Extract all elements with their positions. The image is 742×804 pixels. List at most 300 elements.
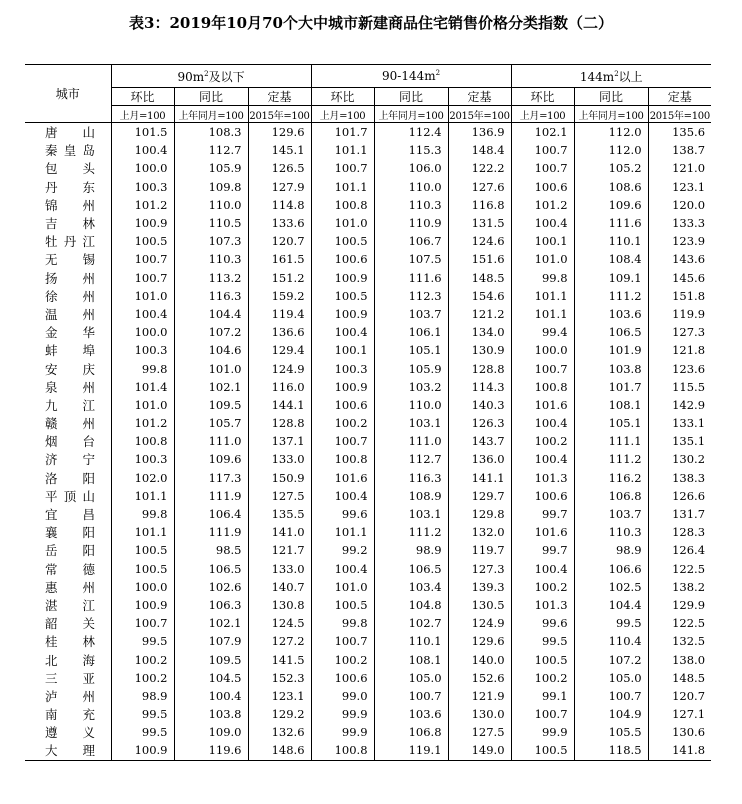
city-label: 唐山 <box>45 125 95 141</box>
index-value: 114.8 <box>248 196 311 214</box>
index-value: 151.6 <box>448 250 511 268</box>
index-value: 151.8 <box>648 287 711 305</box>
index-value: 131.7 <box>648 505 711 523</box>
table-row <box>25 741 711 760</box>
index-value: 138.2 <box>648 578 711 596</box>
city-label: 赣州 <box>45 416 95 432</box>
index-value: 134.0 <box>448 323 511 341</box>
index-value: 124.6 <box>448 232 511 250</box>
index-value: 135.5 <box>248 505 311 523</box>
index-value: 111.2 <box>574 287 648 305</box>
index-value: 106.1 <box>374 323 448 341</box>
city-label: 南充 <box>45 707 95 723</box>
index-value: 151.2 <box>248 269 311 287</box>
subheader-mom: 环比 <box>511 88 574 106</box>
table-row <box>25 159 711 177</box>
table-row <box>25 214 711 232</box>
index-value: 99.6 <box>311 505 374 523</box>
index-value: 104.5 <box>174 669 248 687</box>
index-value: 100.7 <box>511 359 574 377</box>
subheader-yoy: 同比 <box>174 88 248 106</box>
base-label-mom: 上月=100 <box>511 106 574 123</box>
index-value: 110.9 <box>374 214 448 232</box>
index-value: 99.8 <box>111 505 174 523</box>
index-value: 99.9 <box>511 723 574 741</box>
index-value: 109.5 <box>174 396 248 414</box>
city-name <box>25 214 111 232</box>
table-row <box>25 196 711 214</box>
subheader-yoy: 同比 <box>374 88 448 106</box>
subheader-base: 定基 <box>648 88 711 106</box>
index-value: 115.3 <box>374 141 448 159</box>
index-value: 124.9 <box>248 359 311 377</box>
city-name <box>25 450 111 468</box>
index-value: 100.2 <box>111 669 174 687</box>
index-value: 110.0 <box>374 178 448 196</box>
table-row <box>25 378 711 396</box>
city-label: 九江 <box>45 397 95 413</box>
index-value: 101.1 <box>311 523 374 541</box>
index-value: 109.8 <box>174 178 248 196</box>
index-value: 107.3 <box>174 232 248 250</box>
index-value: 100.9 <box>111 741 174 760</box>
index-value: 123.6 <box>648 359 711 377</box>
index-value: 103.1 <box>374 505 448 523</box>
index-value: 100.5 <box>511 741 574 760</box>
index-value: 122.5 <box>648 560 711 578</box>
index-value: 100.5 <box>311 232 374 250</box>
city-name <box>25 359 111 377</box>
city-column-header: 城市 <box>25 65 111 123</box>
city-name <box>25 305 111 323</box>
index-value: 102.0 <box>111 469 174 487</box>
index-value: 100.7 <box>511 159 574 177</box>
table-row <box>25 250 711 268</box>
index-value: 127.6 <box>448 178 511 196</box>
index-value: 99.5 <box>111 705 174 723</box>
index-value: 102.5 <box>574 578 648 596</box>
group-header-large: $144m^2$以上 <box>511 65 711 88</box>
index-value: 100.7 <box>311 159 374 177</box>
index-value: 105.9 <box>374 359 448 377</box>
table-row <box>25 669 711 687</box>
index-value: 116.3 <box>174 287 248 305</box>
index-value: 100.0 <box>111 578 174 596</box>
index-value: 129.9 <box>648 596 711 614</box>
index-value: 99.4 <box>511 323 574 341</box>
index-value: 103.4 <box>374 578 448 596</box>
index-value: 100.4 <box>311 487 374 505</box>
index-value: 141.8 <box>648 741 711 760</box>
index-value: 100.5 <box>111 232 174 250</box>
index-value: 100.7 <box>574 687 648 705</box>
city-label: 丹东 <box>45 179 95 195</box>
city-name <box>25 614 111 632</box>
city-label: 韶关 <box>45 616 95 632</box>
index-value: 119.9 <box>648 305 711 323</box>
index-value: 100.4 <box>511 560 574 578</box>
index-value: 103.2 <box>374 378 448 396</box>
base-label-mom: 上月=100 <box>111 106 174 123</box>
index-value: 99.9 <box>311 705 374 723</box>
index-value: 100.6 <box>511 487 574 505</box>
index-value: 150.9 <box>248 469 311 487</box>
index-value: 105.0 <box>574 669 648 687</box>
index-value: 109.0 <box>174 723 248 741</box>
city-name <box>25 487 111 505</box>
city-label: 岳阳 <box>45 543 95 559</box>
index-value: 108.3 <box>174 123 248 142</box>
index-value: 98.9 <box>574 541 648 559</box>
index-value: 143.7 <box>448 432 511 450</box>
city-label: 常德 <box>45 561 95 577</box>
index-value: 111.0 <box>374 432 448 450</box>
subheader-base: 定基 <box>248 88 311 106</box>
index-value: 102.7 <box>374 614 448 632</box>
index-value: 133.3 <box>648 214 711 232</box>
subheader-yoy: 同比 <box>574 88 648 106</box>
city-name <box>25 123 111 142</box>
index-value: 130.8 <box>248 596 311 614</box>
city-label: 北海 <box>45 652 95 668</box>
city-name <box>25 469 111 487</box>
city-label: 蚌埠 <box>45 343 95 359</box>
city-name <box>25 178 111 196</box>
city-name <box>25 560 111 578</box>
index-value: 115.5 <box>648 378 711 396</box>
index-value: 127.5 <box>448 723 511 741</box>
index-value: 103.6 <box>574 305 648 323</box>
index-value: 106.5 <box>174 560 248 578</box>
city-label: 金华 <box>45 325 95 341</box>
index-value: 106.5 <box>374 560 448 578</box>
index-value: 100.4 <box>511 450 574 468</box>
index-value: 100.7 <box>111 250 174 268</box>
index-value: 99.5 <box>574 614 648 632</box>
index-value: 106.0 <box>374 159 448 177</box>
city-label: 宜昌 <box>45 507 95 523</box>
index-value: 112.0 <box>574 141 648 159</box>
index-value: 101.7 <box>311 123 374 142</box>
city-label: 遵义 <box>45 725 95 741</box>
index-value: 105.5 <box>574 723 648 741</box>
index-value: 111.2 <box>374 523 448 541</box>
index-value: 100.2 <box>311 414 374 432</box>
index-value: 140.0 <box>448 650 511 668</box>
index-value: 118.5 <box>574 741 648 760</box>
table-row <box>25 123 711 142</box>
index-value: 138.3 <box>648 469 711 487</box>
index-value: 121.2 <box>448 305 511 323</box>
index-value: 100.4 <box>111 141 174 159</box>
index-value: 112.7 <box>174 141 248 159</box>
index-value: 121.8 <box>648 341 711 359</box>
index-value: 141.0 <box>248 523 311 541</box>
index-value: 100.7 <box>311 632 374 650</box>
index-value: 107.2 <box>174 323 248 341</box>
index-value: 99.8 <box>111 359 174 377</box>
city-name <box>25 341 111 359</box>
table-row <box>25 432 711 450</box>
base-label-yoy: 上年同月=100 <box>174 106 248 123</box>
index-value: 100.1 <box>511 232 574 250</box>
index-value: 100.4 <box>174 687 248 705</box>
table-row <box>25 178 711 196</box>
index-value: 100.8 <box>511 378 574 396</box>
index-value: 152.6 <box>448 669 511 687</box>
index-value: 101.1 <box>311 141 374 159</box>
index-value: 100.1 <box>311 341 374 359</box>
index-value: 116.8 <box>448 196 511 214</box>
index-value: 121.0 <box>648 159 711 177</box>
index-value: 103.1 <box>374 414 448 432</box>
index-value: 132.5 <box>648 632 711 650</box>
table-row <box>25 469 711 487</box>
index-value: 100.7 <box>511 705 574 723</box>
index-value: 133.0 <box>248 560 311 578</box>
index-value: 127.2 <box>248 632 311 650</box>
city-name <box>25 650 111 668</box>
index-value: 98.9 <box>111 687 174 705</box>
city-name <box>25 232 111 250</box>
city-label: 烟台 <box>45 434 95 450</box>
index-value: 152.3 <box>248 669 311 687</box>
index-value: 129.7 <box>448 487 511 505</box>
index-value: 126.5 <box>248 159 311 177</box>
index-value: 107.9 <box>174 632 248 650</box>
index-value: 110.0 <box>374 396 448 414</box>
table-row <box>25 232 711 250</box>
city-name <box>25 141 111 159</box>
index-value: 120.0 <box>648 196 711 214</box>
index-value: 126.4 <box>648 541 711 559</box>
city-name <box>25 159 111 177</box>
table-row <box>25 359 711 377</box>
index-value: 100.5 <box>111 560 174 578</box>
index-value: 112.4 <box>374 123 448 142</box>
index-value: 116.3 <box>374 469 448 487</box>
index-value: 100.9 <box>111 214 174 232</box>
index-value: 100.9 <box>311 305 374 323</box>
index-value: 107.5 <box>374 250 448 268</box>
index-value: 149.0 <box>448 741 511 760</box>
index-value: 100.8 <box>111 432 174 450</box>
city-label: 济宁 <box>45 452 95 468</box>
index-value: 103.6 <box>374 705 448 723</box>
index-value: 109.1 <box>574 269 648 287</box>
index-value: 100.0 <box>111 323 174 341</box>
index-value: 123.1 <box>648 178 711 196</box>
index-value: 127.1 <box>648 705 711 723</box>
index-value: 100.5 <box>311 596 374 614</box>
index-value: 100.9 <box>311 269 374 287</box>
index-value: 101.0 <box>311 214 374 232</box>
index-value: 130.5 <box>448 596 511 614</box>
index-value: 127.3 <box>648 323 711 341</box>
index-value: 101.2 <box>111 196 174 214</box>
index-value: 116.0 <box>248 378 311 396</box>
index-value: 105.2 <box>574 159 648 177</box>
city-label: 桂林 <box>45 634 95 650</box>
index-value: 99.5 <box>111 723 174 741</box>
index-value: 101.6 <box>511 396 574 414</box>
index-value: 110.5 <box>174 214 248 232</box>
index-value: 102.6 <box>174 578 248 596</box>
index-value: 100.4 <box>511 214 574 232</box>
table-row <box>25 560 711 578</box>
table-row <box>25 287 711 305</box>
index-value: 101.0 <box>174 359 248 377</box>
index-value: 110.4 <box>574 632 648 650</box>
index-value: 138.0 <box>648 650 711 668</box>
index-value: 148.5 <box>648 669 711 687</box>
city-name <box>25 723 111 741</box>
index-value: 121.9 <box>448 687 511 705</box>
index-value: 111.9 <box>174 523 248 541</box>
index-value: 100.6 <box>311 250 374 268</box>
index-value: 101.0 <box>311 578 374 596</box>
index-value: 100.4 <box>311 323 374 341</box>
city-label: 三亚 <box>45 670 95 686</box>
index-value: 103.8 <box>574 359 648 377</box>
city-name <box>25 287 111 305</box>
index-value: 129.6 <box>448 632 511 650</box>
index-value: 111.6 <box>574 214 648 232</box>
index-value: 99.9 <box>311 723 374 741</box>
city-label: 泉州 <box>45 379 95 395</box>
index-value: 104.6 <box>174 341 248 359</box>
city-name <box>25 196 111 214</box>
index-value: 110.3 <box>574 523 648 541</box>
index-value: 101.2 <box>111 414 174 432</box>
index-value: 126.6 <box>648 487 711 505</box>
index-value: 102.1 <box>174 378 248 396</box>
index-value: 100.6 <box>311 396 374 414</box>
index-value: 101.9 <box>574 341 648 359</box>
index-value: 106.3 <box>174 596 248 614</box>
subheader-mom: 环比 <box>111 88 174 106</box>
index-value: 106.5 <box>574 323 648 341</box>
index-value: 101.1 <box>311 178 374 196</box>
city-label: 泸州 <box>45 688 95 704</box>
index-value: 111.6 <box>374 269 448 287</box>
index-value: 120.7 <box>248 232 311 250</box>
index-value: 114.3 <box>448 378 511 396</box>
group-header-small: $90m^2$及以下 <box>111 65 311 88</box>
index-value: 110.3 <box>174 250 248 268</box>
index-value: 119.7 <box>448 541 511 559</box>
index-value: 104.9 <box>574 705 648 723</box>
subheader-mom: 环比 <box>311 88 374 106</box>
index-value: 103.7 <box>374 305 448 323</box>
index-value: 100.2 <box>511 578 574 596</box>
index-value: 112.3 <box>374 287 448 305</box>
index-value: 135.6 <box>648 123 711 142</box>
index-value: 136.9 <box>448 123 511 142</box>
index-value: 100.4 <box>511 414 574 432</box>
index-value: 133.1 <box>648 414 711 432</box>
index-value: 99.0 <box>311 687 374 705</box>
table-row <box>25 396 711 414</box>
city-label: 吉林 <box>45 216 95 232</box>
index-value: 108.1 <box>374 650 448 668</box>
index-value: 111.0 <box>174 432 248 450</box>
index-value: 148.5 <box>448 269 511 287</box>
index-value: 119.6 <box>174 741 248 760</box>
index-value: 99.7 <box>511 505 574 523</box>
base-label-yoy: 上年同月=100 <box>374 106 448 123</box>
city-name <box>25 541 111 559</box>
index-value: 105.0 <box>374 669 448 687</box>
index-value: 111.1 <box>574 432 648 450</box>
index-value: 130.2 <box>648 450 711 468</box>
index-value: 133.0 <box>248 450 311 468</box>
city-label: 扬州 <box>45 270 95 286</box>
table-row <box>25 632 711 650</box>
index-value: 104.4 <box>574 596 648 614</box>
index-value: 99.5 <box>511 632 574 650</box>
index-value: 141.1 <box>448 469 511 487</box>
city-name <box>25 578 111 596</box>
index-value: 99.8 <box>311 614 374 632</box>
index-value: 130.0 <box>448 705 511 723</box>
index-value: 100.3 <box>111 178 174 196</box>
index-value: 129.4 <box>248 341 311 359</box>
index-value: 106.8 <box>374 723 448 741</box>
index-value: 109.6 <box>174 450 248 468</box>
city-name <box>25 505 111 523</box>
index-value: 101.1 <box>511 287 574 305</box>
index-value: 145.6 <box>648 269 711 287</box>
table-row <box>25 650 711 668</box>
table-row <box>25 578 711 596</box>
index-value: 101.3 <box>511 596 574 614</box>
index-value: 119.4 <box>248 305 311 323</box>
index-value: 105.9 <box>174 159 248 177</box>
base-label-base: 2015年=100 <box>248 106 311 123</box>
index-value: 111.2 <box>574 450 648 468</box>
base-label-mom: 上月=100 <box>311 106 374 123</box>
index-value: 129.2 <box>248 705 311 723</box>
index-value: 110.1 <box>574 232 648 250</box>
index-value: 101.7 <box>574 378 648 396</box>
city-name <box>25 414 111 432</box>
city-label: 无锡 <box>45 252 95 268</box>
table-row <box>25 414 711 432</box>
index-value: 100.7 <box>111 269 174 287</box>
index-value: 139.3 <box>448 578 511 596</box>
index-value: 106.8 <box>574 487 648 505</box>
index-value: 108.9 <box>374 487 448 505</box>
index-value: 101.0 <box>511 250 574 268</box>
index-value: 99.2 <box>311 541 374 559</box>
index-value: 159.2 <box>248 287 311 305</box>
city-label: 襄阳 <box>45 525 95 541</box>
index-value: 140.7 <box>248 578 311 596</box>
index-value: 99.1 <box>511 687 574 705</box>
index-value: 117.3 <box>174 469 248 487</box>
index-value: 107.2 <box>574 650 648 668</box>
table-row <box>25 614 711 632</box>
index-value: 130.9 <box>448 341 511 359</box>
city-name <box>25 687 111 705</box>
index-value: 99.5 <box>111 632 174 650</box>
index-value: 121.7 <box>248 541 311 559</box>
index-value: 100.4 <box>111 305 174 323</box>
index-value: 100.7 <box>374 687 448 705</box>
group-header-medium: $90-144m^2$ <box>311 65 511 88</box>
index-value: 98.5 <box>174 541 248 559</box>
